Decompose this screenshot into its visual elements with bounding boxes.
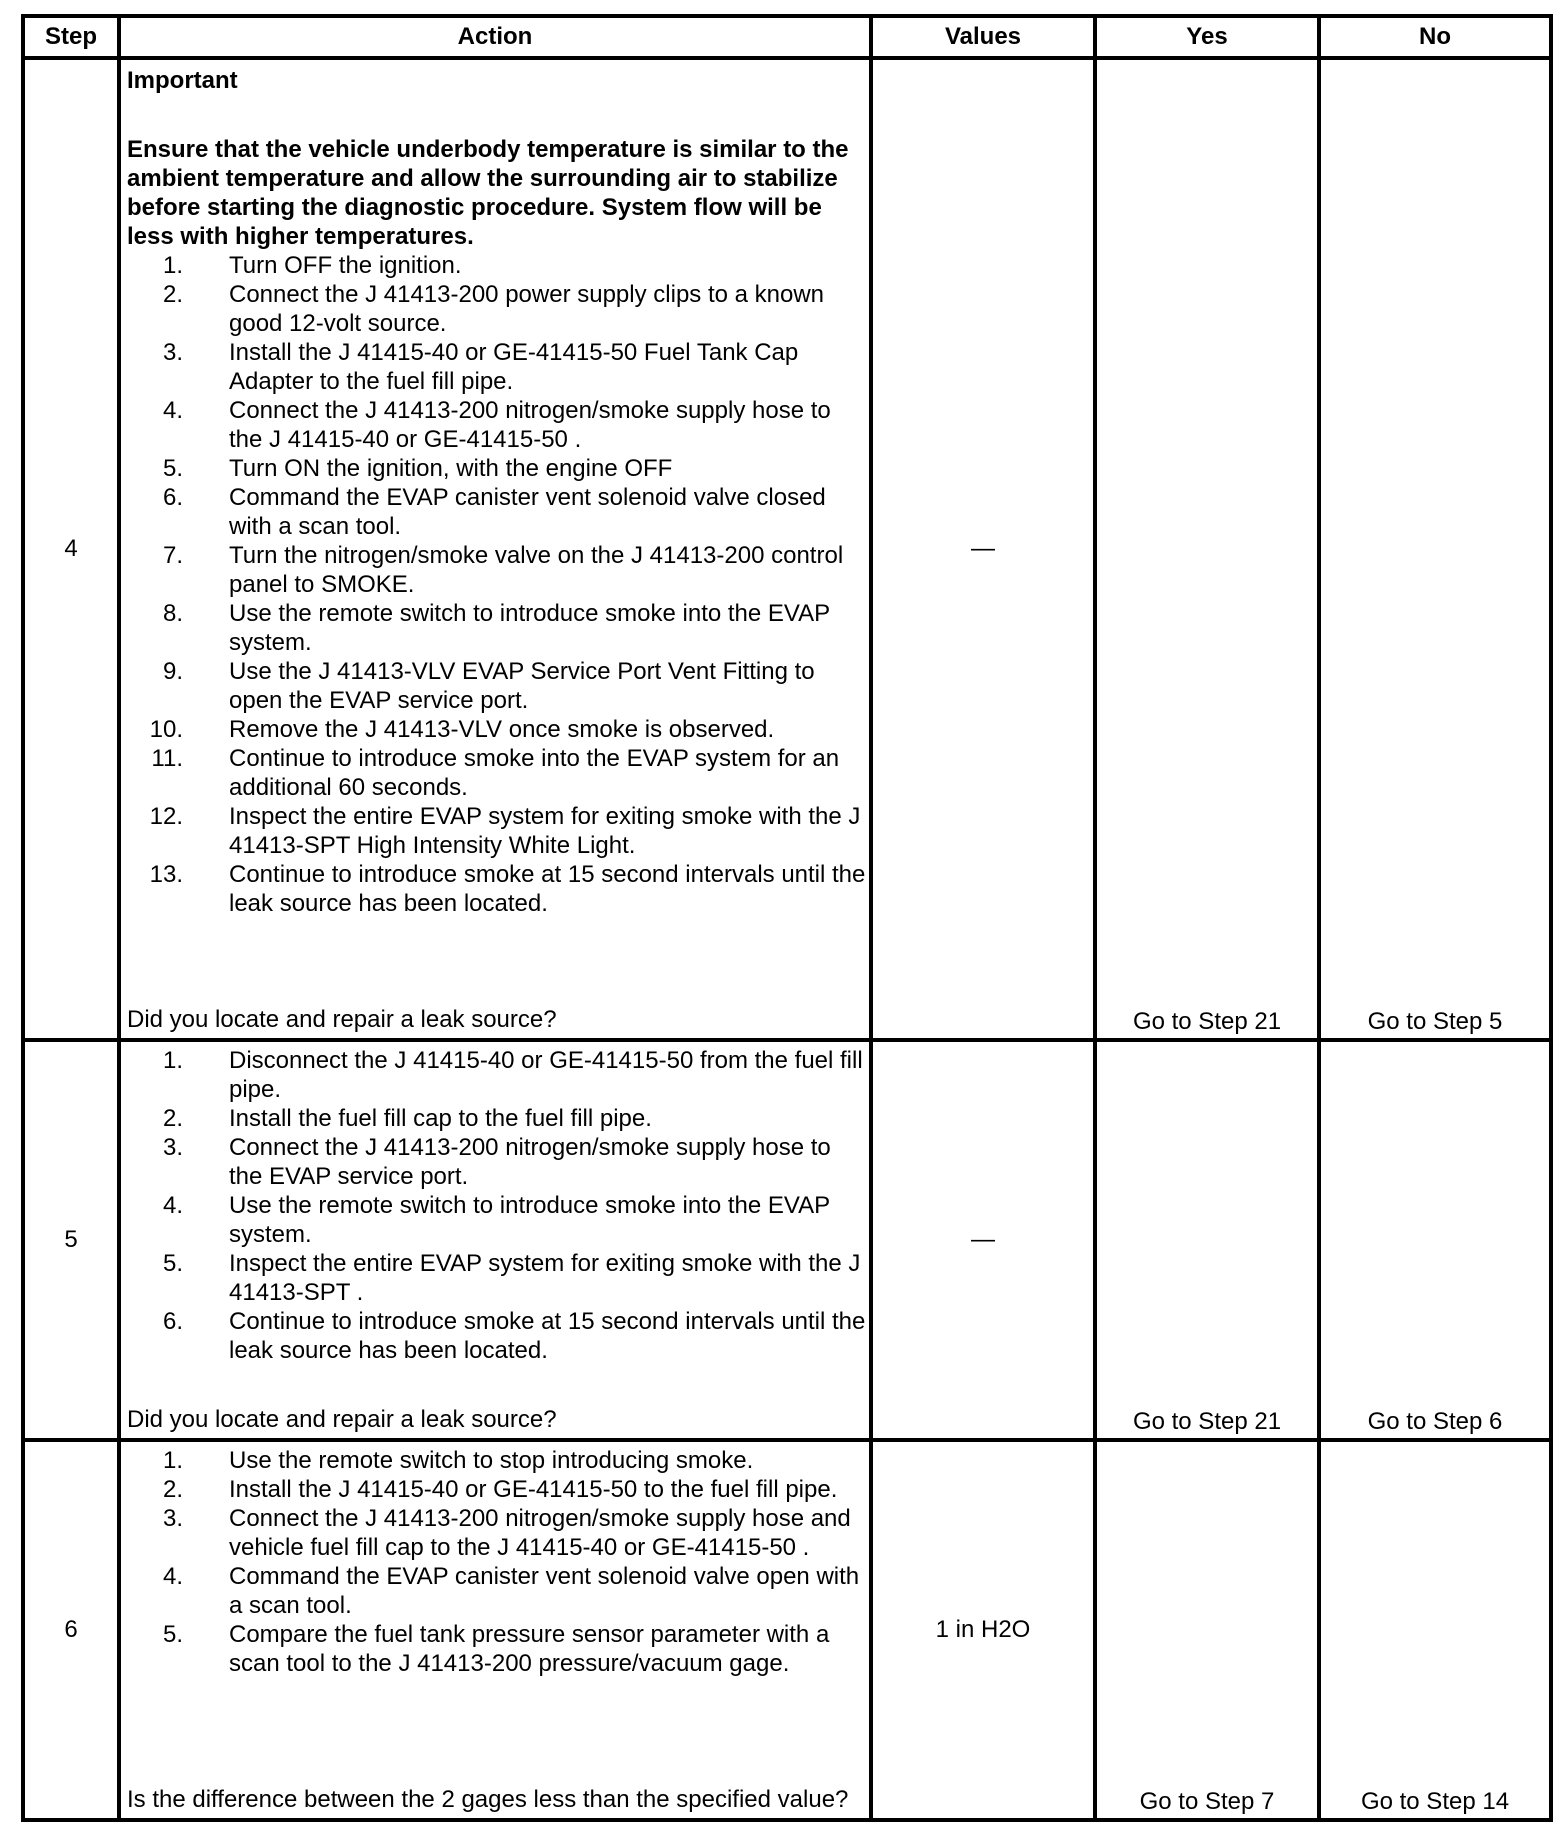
list-item-number: 3. [162, 1505, 183, 1532]
list-item-text: Continue to introduce smoke at 15 second intervals until the leak source has been located. [229, 1308, 866, 1364]
list-item-text: Install the J 41415-40 or GE-41415-50 Fuel Tank Cap Adapter to the fuel fill pipe. [229, 339, 799, 395]
list-item [127, 396, 869, 454]
list-item [127, 860, 869, 918]
action-cell [119, 1440, 871, 1820]
list-item [127, 1475, 869, 1504]
yes-cell [1095, 1040, 1319, 1440]
action-step-list [127, 1046, 869, 1365]
no-cell [1319, 58, 1551, 1040]
table-row-step-6 [23, 1440, 1551, 1820]
no-cell [1319, 1440, 1551, 1820]
list-item-number: 12. [149, 803, 183, 830]
list-item-number: 3. [162, 339, 183, 366]
list-item [127, 1307, 869, 1365]
list-item-number: 1. [162, 1047, 183, 1074]
action-step-list [127, 1446, 869, 1678]
list-item-number: 5. [162, 1621, 183, 1648]
list-item [127, 1504, 869, 1562]
list-item-text: Connect the J 41413-200 nitrogen/smoke supply hose and vehicle fuel fill cap to the J 41415-40 or GE-41415-50 . [229, 1505, 851, 1561]
yes-goto-link: Go to Step 7 [1139, 1788, 1275, 1815]
no-cell [1319, 1040, 1551, 1440]
list-item-number: 13. [149, 861, 183, 888]
list-item-text: Use the remote switch to introduce smoke into the EVAP system. [229, 600, 830, 656]
list-item-number: 6. [162, 484, 183, 511]
list-item [127, 454, 869, 483]
list-item-text: Turn ON the ignition, with the engine OFF [229, 455, 673, 482]
list-item-number: 4. [162, 1563, 183, 1590]
list-item-number: 10. [149, 716, 183, 743]
list-item [127, 1562, 869, 1620]
step-number: 5 [23, 1040, 119, 1440]
yes-goto-link: Go to Step 21 [1132, 1008, 1282, 1035]
list-item [127, 280, 869, 338]
list-item-number: 11. [151, 745, 183, 772]
list-item [127, 657, 869, 715]
list-item [127, 1620, 869, 1678]
list-item [127, 1249, 869, 1307]
important-title: Important [127, 67, 238, 94]
table-row-step-4 [23, 58, 1551, 1040]
list-item-number: 1. [162, 252, 183, 279]
list-item-number: 2. [162, 1105, 183, 1132]
list-item-number: 6. [162, 1308, 183, 1335]
list-item [127, 715, 869, 744]
table-row-step-5 [23, 1040, 1551, 1440]
no-goto-link: Go to Step 14 [1360, 1788, 1510, 1815]
no-goto-link: Go to Step 6 [1367, 1408, 1503, 1435]
list-item-number: 2. [162, 1476, 183, 1503]
important-text: Ensure that the vehicle underbody temperature is similar to the ambient temperature and allow the surrounding air to stabilize before starting the diagnostic procedure. System flow will be less with higher temperatures. [127, 136, 849, 250]
list-item-text: Connect the J 41413-200 power supply clips to a known good 12-volt source. [229, 281, 825, 337]
no-goto-link: Go to Step 5 [1367, 1008, 1503, 1035]
list-item-text: Command the EVAP canister vent solenoid valve open with a scan tool. [229, 1563, 860, 1619]
header-row [23, 16, 1551, 58]
header-values: Values [871, 16, 1095, 58]
list-item-number: 7. [162, 542, 183, 569]
list-item-text: Use the remote switch to stop introducing smoke. [229, 1447, 754, 1474]
value-cell: — [871, 1040, 1095, 1440]
list-item-number: 4. [162, 1192, 183, 1219]
action-question: Did you locate and repair a leak source? [127, 1006, 557, 1033]
list-item [127, 541, 869, 599]
list-item [127, 1191, 869, 1249]
list-item-number: 3. [162, 1134, 183, 1161]
list-item [127, 1046, 869, 1104]
yes-goto-link: Go to Step 21 [1132, 1408, 1282, 1435]
value-cell: 1 in H2O [871, 1440, 1095, 1820]
list-item-number: 9. [162, 658, 183, 685]
list-item-text: Inspect the entire EVAP system for exiting smoke with the J 41413-SPT High Intensity White Light. [229, 803, 861, 859]
list-item-number: 2. [162, 281, 183, 308]
list-item-text: Disconnect the J 41415-40 or GE-41415-50 from the fuel fill pipe. [229, 1047, 863, 1103]
diagnostic-table-sheet [21, 14, 1549, 1814]
yes-cell [1095, 1440, 1319, 1820]
list-item [127, 483, 869, 541]
diagnostic-table [21, 14, 1553, 1822]
list-item [127, 1446, 869, 1475]
action-step-list [127, 251, 869, 918]
list-item [127, 1133, 869, 1191]
list-item-text: Install the fuel fill cap to the fuel fill pipe. [229, 1105, 652, 1132]
yes-cell [1095, 58, 1319, 1040]
header-no: No [1319, 16, 1551, 58]
list-item-number: 1. [162, 1447, 183, 1474]
list-item-text: Connect the J 41413-200 nitrogen/smoke supply hose to the J 41415-40 or GE-41415-50 . [229, 397, 831, 453]
list-item-text: Compare the fuel tank pressure sensor parameter with a scan tool to the J 41413-200 pressure/vacuum gage. [229, 1621, 830, 1677]
list-item-number: 8. [162, 600, 183, 627]
list-item-text: Use the remote switch to introduce smoke into the EVAP system. [229, 1192, 830, 1248]
list-item [127, 251, 869, 280]
header-action: Action [119, 16, 871, 58]
list-item-text: Install the J 41415-40 or GE-41415-50 to the fuel fill pipe. [229, 1476, 838, 1503]
list-item-number: 5. [162, 1250, 183, 1277]
list-item-text: Use the J 41413-VLV EVAP Service Port Vent Fitting to open the EVAP service port. [229, 658, 815, 714]
list-item-number: 4. [162, 397, 183, 424]
list-item [127, 338, 869, 396]
list-item-text: Continue to introduce smoke into the EVAP system for an additional 60 seconds. [229, 745, 840, 801]
list-item-text: Connect the J 41413-200 nitrogen/smoke supply hose to the EVAP service port. [229, 1134, 831, 1190]
list-item-number: 5. [162, 455, 183, 482]
list-item [127, 599, 869, 657]
action-question: Did you locate and repair a leak source? [127, 1406, 557, 1433]
list-item [127, 744, 869, 802]
list-item-text: Turn OFF the ignition. [229, 252, 462, 279]
list-item-text: Inspect the entire EVAP system for exiting smoke with the J 41413-SPT . [229, 1250, 861, 1306]
list-item [127, 1104, 869, 1133]
action-cell [119, 1040, 871, 1440]
list-item [127, 802, 869, 860]
header-yes: Yes [1095, 16, 1319, 58]
list-item-text: Remove the J 41413-VLV once smoke is observed. [229, 716, 775, 743]
step-number: 4 [23, 58, 119, 1040]
list-item-text: Turn the nitrogen/smoke valve on the J 41413-200 control panel to SMOKE. [229, 542, 844, 598]
list-item-text: Command the EVAP canister vent solenoid valve closed with a scan tool. [229, 484, 826, 540]
header-step: Step [23, 16, 119, 58]
value-cell: — [871, 58, 1095, 1040]
action-cell [119, 58, 871, 1040]
list-item-text: Continue to introduce smoke at 15 second intervals until the leak source has been located. [229, 861, 866, 917]
action-question: Is the difference between the 2 gages less than the specified value? [127, 1786, 849, 1813]
step-number: 6 [23, 1440, 119, 1820]
